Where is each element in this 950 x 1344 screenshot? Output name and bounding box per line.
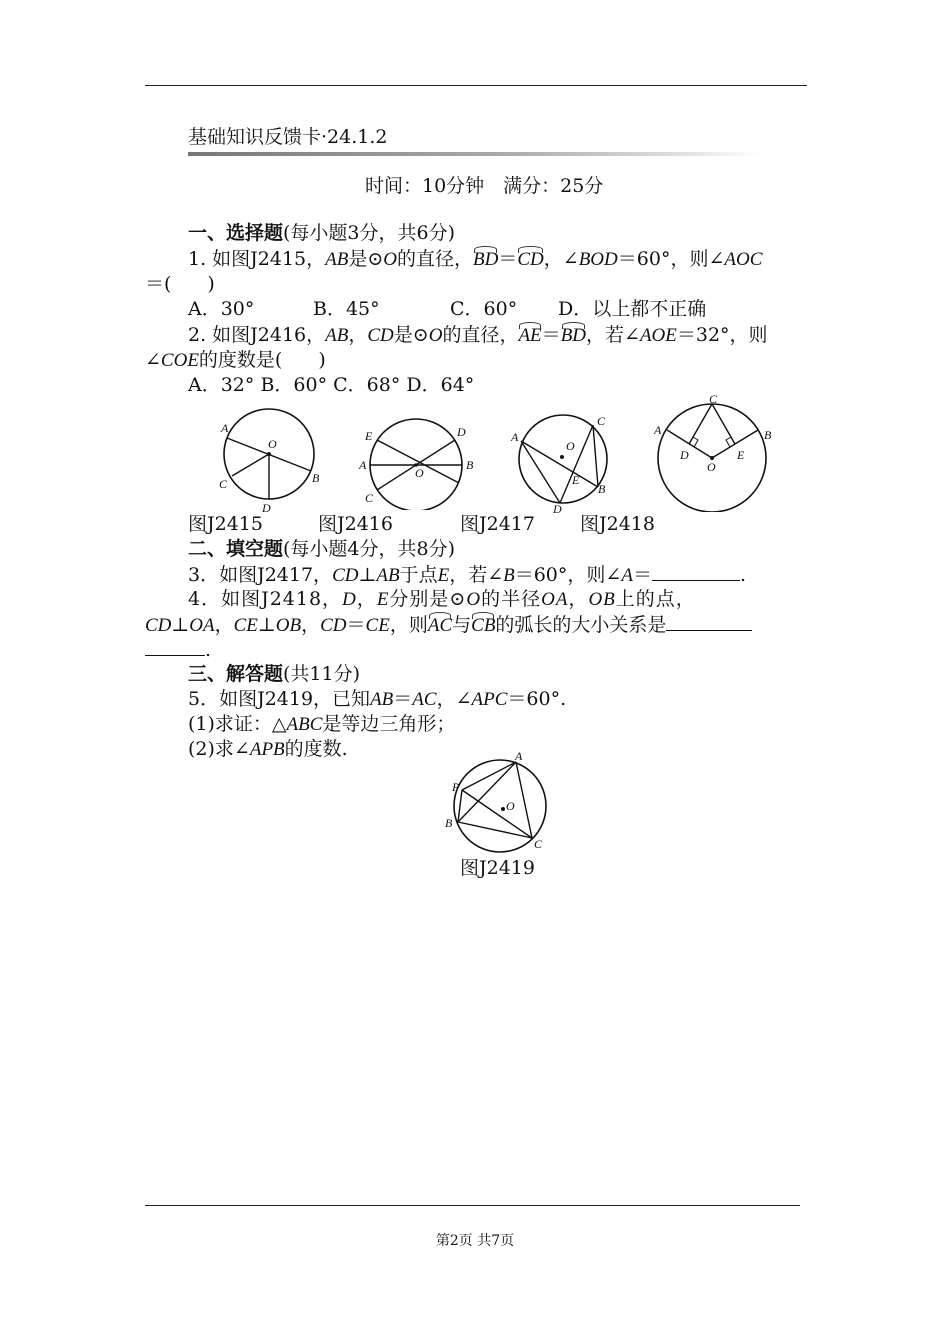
q5-part1 <box>188 712 455 737</box>
q3-ab: AB <box>376 565 400 586</box>
section1-note: (每小题3分，共6分) <box>283 222 456 244</box>
q2-arc-bd: BD <box>560 325 587 346</box>
q1-option-a: A．30° <box>188 298 255 320</box>
q4-e: E <box>376 589 390 610</box>
f1-label-d: D <box>262 501 271 515</box>
q1-eq: ＝ <box>498 248 518 270</box>
q3-text-a: 3．如图J2417， <box>188 564 333 586</box>
q3-a: A <box>621 565 633 586</box>
q4-line2 <box>145 612 752 638</box>
q1-option-c: C．60° <box>450 298 518 320</box>
q2-comma: ， <box>348 324 368 346</box>
q1-arc-cd: CD <box>517 249 544 270</box>
q1-o: O <box>383 249 398 270</box>
q2-options: A．32° B．60° C．68° D．64° <box>188 374 475 396</box>
caption-j2415: 图J2415 <box>188 513 263 535</box>
bottom-rule <box>145 1205 800 1206</box>
q4-arc-cb: CB <box>471 615 496 636</box>
q5-p1b: 是等边三角形； <box>322 713 456 735</box>
q4-line1 <box>188 587 696 612</box>
q2-coe: COE <box>160 350 199 371</box>
f4-label-d: D <box>680 448 689 462</box>
f2-label-d: D <box>457 425 466 439</box>
f5-label-p: P <box>452 780 460 794</box>
q5-ab: AB <box>370 689 394 710</box>
q1-text-e: ＝60°，则∠ <box>617 248 725 270</box>
f2-label-e: E <box>365 429 373 443</box>
f3-label-c: C <box>597 414 606 428</box>
q2-angle: ∠ <box>145 349 161 371</box>
f3-label-b: B <box>598 482 606 496</box>
q1-text-d: ，∠ <box>543 248 579 270</box>
f3-label-o: O <box>566 439 575 453</box>
figure-j2418 <box>645 392 785 516</box>
q4-comma: ， <box>356 588 377 610</box>
f5-label-a: A <box>515 749 523 763</box>
q2-ab: AB <box>325 325 349 346</box>
q1-close: ) <box>207 273 215 295</box>
q5-p2b: 的度数. <box>284 738 348 760</box>
caption-j2417: 图J2417 <box>460 513 535 535</box>
q2-text-f: 的度数是( <box>198 349 283 371</box>
caption-j2419: 图J2419 <box>460 857 535 879</box>
q1-arc-bd: BD <box>473 249 499 270</box>
time-score-line: 时间：10分钟 满分：25分 <box>365 175 604 197</box>
q1-cont: ＝( <box>145 273 172 295</box>
q3-text-c: ，若∠ <box>449 564 504 586</box>
q4-cd2: CD <box>320 615 347 636</box>
q3-cd: CD <box>332 565 359 586</box>
section2-heading-line <box>188 537 455 561</box>
q2-line2 <box>145 348 326 373</box>
caption-j2416: 图J2416 <box>318 513 393 535</box>
q4-ce2: CE <box>365 615 390 636</box>
q5-text-a: 5．如图J2419，已知 <box>188 688 371 710</box>
q4-oa2: OA <box>189 615 215 636</box>
f4-label-a: A <box>654 423 662 437</box>
q1-option-b: B．45° <box>313 298 380 320</box>
q3-answer-blank[interactable] <box>652 562 740 581</box>
q5-ac: AC <box>412 689 437 710</box>
q1-options <box>188 297 706 321</box>
f2-label-o: O <box>415 466 424 480</box>
f1-label-a: A <box>221 421 229 435</box>
section3-note: (共11分) <box>283 663 361 685</box>
q3-line <box>188 562 746 588</box>
figure-j2415 <box>210 400 328 519</box>
f3-label-a: A <box>511 430 519 444</box>
q5-line1 <box>188 687 566 712</box>
q1-text-b: 是⊙ <box>348 248 384 270</box>
q1-line2 <box>145 272 215 296</box>
f4-label-c: C <box>709 392 718 406</box>
section3-heading: 三、解答题 <box>188 663 284 685</box>
q1-text-c: 的直径， <box>397 248 474 270</box>
caption-j2418: 图J2418 <box>580 513 655 535</box>
top-rule <box>145 85 807 86</box>
f2-label-a: A <box>359 458 367 472</box>
f1-label-o: O <box>268 437 277 451</box>
q2-text-c: 的直径， <box>442 324 519 346</box>
q4-oa: OA <box>541 589 569 610</box>
q4-end: . <box>205 639 212 661</box>
q4-text-b: 分别是⊙ <box>389 588 467 610</box>
f4-label-b: B <box>764 428 772 442</box>
f1-label-c: C <box>219 477 228 491</box>
q4-arc-ac: AC <box>427 615 453 636</box>
q2-close: ) <box>318 349 326 371</box>
q4-line3 <box>145 637 211 662</box>
f1-label-b: B <box>312 471 320 485</box>
q4-perp1: ⊥ <box>171 614 190 636</box>
header-title: 基础知识反馈卡·24.1.2 <box>188 126 388 148</box>
section2-note: (每小题4分，共8分) <box>283 538 456 560</box>
q4-cd: CD <box>145 615 172 636</box>
f2-label-b: B <box>466 458 474 472</box>
f4-label-o: O <box>707 460 716 474</box>
q4-o: O <box>466 589 482 610</box>
q5-text-c: ＝60°. <box>507 688 567 710</box>
q4-text-f: 与 <box>452 614 472 636</box>
section2-heading: 二、填空题 <box>188 538 284 560</box>
q2-text-e: ＝32°，则 <box>676 324 768 346</box>
f5-label-o: O <box>506 799 515 813</box>
q4-perp2: ⊥ <box>257 614 276 636</box>
q5-part2 <box>188 737 348 762</box>
f5-label-b: B <box>445 816 453 830</box>
q2-arc-ae: AE <box>518 325 542 346</box>
q2-eq: ＝ <box>541 324 561 346</box>
q1-ab: AB <box>325 249 349 270</box>
q4-ob2: OB <box>275 615 302 636</box>
header-decoration-bar <box>188 152 760 156</box>
q2-text-d: ，若∠ <box>586 324 640 346</box>
q1-option-d: D．以上都不正确 <box>558 298 707 320</box>
q4-ob: OB <box>588 589 616 610</box>
q1-text-a: 1. 如图J2415， <box>188 248 326 270</box>
q5-p2a: (2)求∠ <box>188 738 250 760</box>
q3-text-e: ＝ <box>632 564 652 586</box>
q2-aoe: AOE <box>639 325 677 346</box>
f4-label-e: E <box>737 448 745 462</box>
q3-perp: ⊥ <box>358 564 377 586</box>
q3-b: B <box>503 565 515 586</box>
q4-eq: ＝ <box>346 614 366 636</box>
figure-j2416 <box>355 410 480 514</box>
q4-comma2: ， <box>568 588 589 610</box>
f3-label-e: E <box>572 473 580 487</box>
q5-abc: ABC <box>286 714 323 735</box>
section1-heading: 一、选择题 <box>188 222 284 244</box>
q2-o: O <box>428 325 443 346</box>
q2-cd: CD <box>367 325 394 346</box>
f5-label-c: C <box>534 837 543 851</box>
q2-text-a: 2. 如图J2416， <box>188 324 326 346</box>
q2-line1 <box>188 323 768 348</box>
q2-text-b: 是⊙ <box>393 324 429 346</box>
q4-d: D <box>342 589 357 610</box>
q4-text-d: 上的点， <box>615 588 696 610</box>
q1-bod: BOD <box>578 249 618 270</box>
q5-apb: APB <box>249 739 285 760</box>
q4-text-a: 4．如图J2418， <box>188 588 343 610</box>
q5-apc: APC <box>471 689 508 710</box>
q1-line1 <box>188 247 762 272</box>
section1-heading-line <box>188 221 455 245</box>
q5-p1a: (1)求证：△ <box>188 713 287 735</box>
page-footer: 第2页 共7页 <box>435 1233 515 1249</box>
q1-aoc: AOC <box>724 249 763 270</box>
q4-comma3: ， <box>214 614 234 636</box>
f2-label-c: C <box>365 491 374 505</box>
q3-end: . <box>739 564 746 586</box>
f3-label-d: D <box>553 502 562 516</box>
q4-comma4: ， <box>301 614 321 636</box>
q4-answer-blank-2[interactable] <box>145 637 205 656</box>
q4-text-e: ，则 <box>389 614 428 636</box>
figure-j2417 <box>505 405 615 521</box>
q4-ce: CE <box>233 615 258 636</box>
q4-text-g: 的弧长的大小关系是 <box>495 614 667 636</box>
section3-heading-line <box>188 662 360 686</box>
q3-e: E <box>437 565 450 586</box>
q3-text-b: 于点 <box>399 564 438 586</box>
q4-answer-blank-1[interactable] <box>666 612 752 631</box>
q5-text-b: ，∠ <box>436 688 472 710</box>
q5-eq: ＝ <box>393 688 413 710</box>
q3-text-d: ＝60°，则∠ <box>514 564 622 586</box>
figure-j2419 <box>440 748 555 857</box>
q4-text-c: 的半径 <box>481 588 542 610</box>
